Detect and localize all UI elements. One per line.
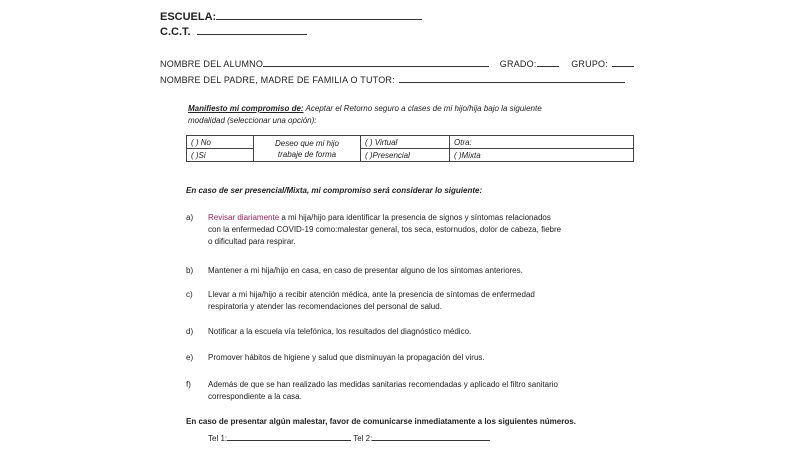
option-no[interactable]: ( ) No (187, 136, 254, 149)
alumno-line[interactable] (263, 57, 489, 67)
commitment-line-1: Aceptar el Retorno seguro a clases de mi hijo/hija bajo la siguiente (303, 104, 542, 113)
list-item: d) (186, 327, 194, 336)
item-marker: a) (186, 213, 194, 222)
tel2-line[interactable] (372, 432, 490, 441)
parent-line[interactable] (399, 73, 625, 83)
list-item (186, 212, 193, 224)
list-item-text: Revisar diariamente a mi hija/hijo para identificar la presencia de signos y síntomas relacionados con la enfermedad COVID-19 como:malestar general, tos seca, estornudos, dolor de cabeza, fiebre o dificultad para respirar. (208, 213, 562, 246)
list-item-text: Además de que se han realizado las medidas sanitarias recomendadas y aplicado el filtro sanitario correspondiente a la casa. (208, 380, 558, 401)
list-item: e) (186, 353, 194, 362)
cct-field[interactable] (160, 25, 307, 38)
tel1-line[interactable] (227, 432, 351, 441)
grado-line[interactable] (537, 57, 559, 67)
option-si[interactable]: ( )Si (187, 149, 254, 162)
escuela-field[interactable] (160, 10, 422, 23)
revisar-diariamente-highlight: Revisar diariamente (208, 213, 280, 222)
desire-cell (254, 136, 361, 162)
desire-line-1: Deseo que mi hijo (274, 138, 340, 148)
consider-heading: En caso de ser presencial/Mixta, mi compromiso será considerar lo siguiente: (186, 186, 483, 195)
list-item: c) (186, 290, 193, 299)
option-mixta[interactable]: ( )Mixta (450, 149, 634, 162)
parent-label: NOMBRE DEL PADRE, MADRE DE FAMILIA O TUTOR: (160, 75, 395, 85)
grupo-label: GRUPO: (571, 59, 608, 69)
commitment-line-2: modalidad (seleccionar una opción): (188, 116, 317, 125)
tel2-label: Tel 2: (353, 434, 373, 443)
commitment-lead: Manifiesto mi compromiso de: (188, 104, 304, 113)
modality-options-table (186, 135, 634, 162)
list-item-text: Notificar a la escuela vía telefónica, los resultados del diagnóstico médico. (208, 327, 472, 336)
phone-fields (208, 432, 490, 445)
alumno-label: NOMBRE DEL ALUMNO (160, 59, 264, 69)
option-otra[interactable]: Otra: (450, 136, 634, 149)
grupo-line[interactable] (612, 57, 634, 67)
commitment-text (188, 104, 542, 113)
list-item-text: Llevar a mi hija/hijo a recibir atención médica, ante la presencia de síntomas de enfermedad respiratoria y atender las recomendaciones del personal de salud. (208, 290, 535, 311)
option-virtual[interactable]: ( ) Virtual (361, 136, 450, 149)
option-presencial[interactable]: ( )Presencial (361, 149, 450, 162)
escuela-label: ESCUELA: (160, 11, 217, 23)
tel1-label: Tel 1: (208, 434, 228, 443)
list-item-text: Mantener a mi hija/hijo en casa, en caso de presentar alguno de los síntomas anteriores. (208, 266, 523, 275)
list-item: f) (186, 380, 191, 389)
emergency-notice: En caso de presentar algún malestar, favor de comunicarse inmediatamente a los siguientes números. (186, 417, 576, 426)
list-item-text: Promover hábitos de higiene y salud que disminuyan la propagación del virus. (208, 353, 485, 362)
escuela-line[interactable] (216, 10, 422, 20)
parent-row (160, 73, 625, 85)
cct-label: C.C.T. (160, 26, 191, 38)
list-item: b) (186, 266, 194, 275)
student-row (160, 57, 634, 69)
cct-line[interactable] (197, 25, 307, 35)
desire-line-2: trabaje de forma (277, 149, 337, 159)
grado-label: GRADO: (499, 59, 537, 69)
